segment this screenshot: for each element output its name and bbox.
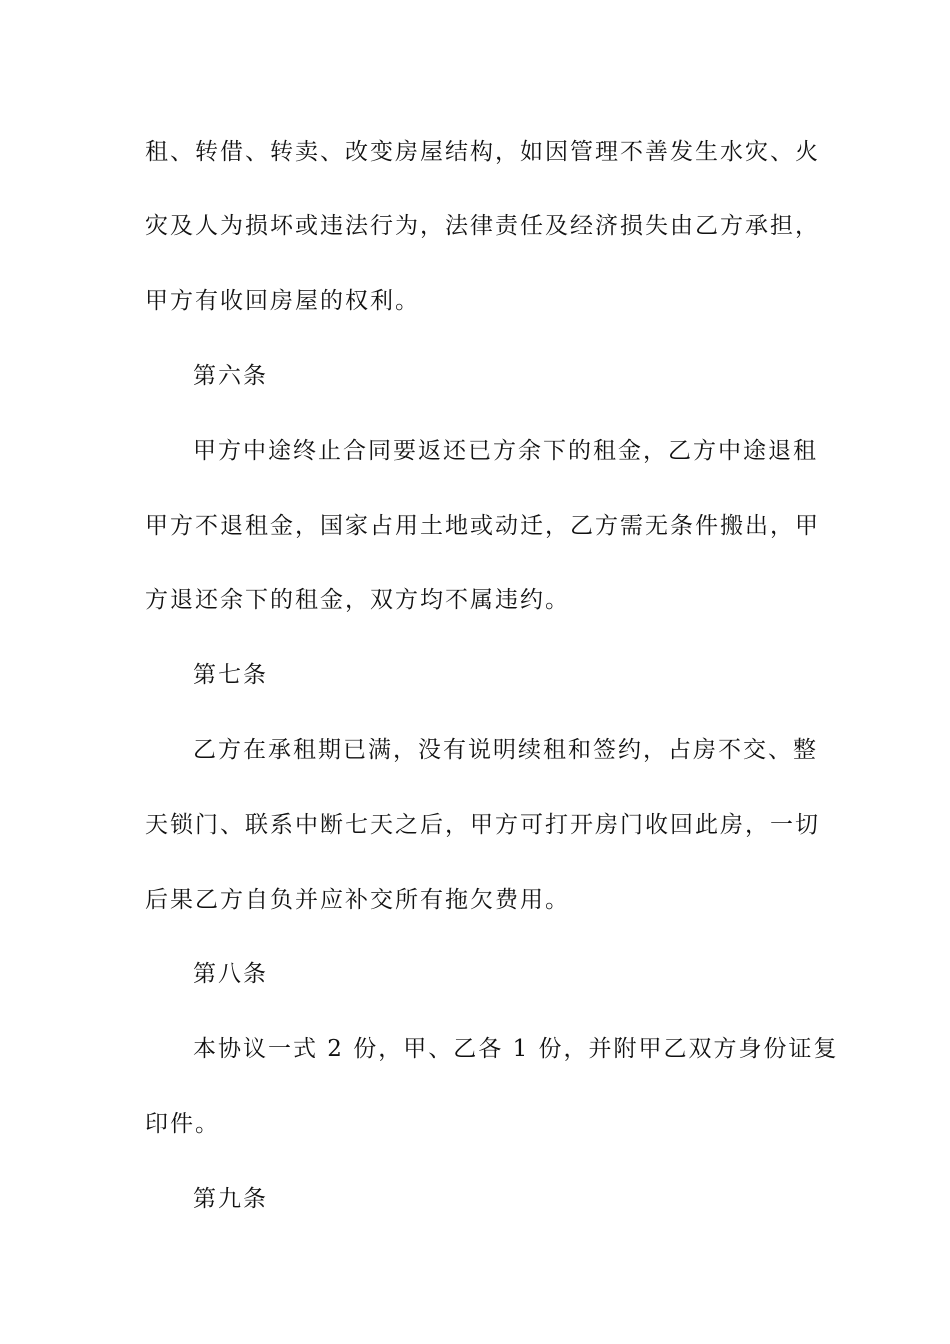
paragraph-line: 本协议一式 2 份，甲、乙各 1 份，并附甲乙双方身份证复	[193, 1036, 839, 1062]
paragraph-line: 印件。	[145, 1111, 220, 1137]
paragraph-line: 灾及人为损坏或违法行为，法律责任及经济损失由乙方承担，	[145, 213, 820, 239]
paragraph-line: 天锁门、联系中断七天之后，甲方可打开房门收回此房，一切	[145, 812, 820, 838]
article-heading-9: 第九条	[193, 1186, 268, 1212]
paragraph-line: 方退还余下的租金，双方均不属违约。	[145, 587, 570, 613]
paragraph-line: 甲方有收回房屋的权利。	[145, 288, 420, 314]
paragraph-line: 甲方不退租金，国家占用土地或动迁，乙方需无条件搬出，甲	[145, 513, 820, 539]
paragraph-line: 乙方在承租期已满，没有说明续租和签约，占房不交、整	[193, 737, 818, 763]
article-heading-6: 第六条	[193, 363, 268, 389]
article-heading-7: 第七条	[193, 662, 268, 688]
article-heading-8: 第八条	[193, 961, 268, 987]
paragraph-line: 租、转借、转卖、改变房屋结构，如因管理不善发生水灾、火	[145, 139, 820, 165]
paragraph-line: 甲方中途终止合同要返还已方余下的租金，乙方中途退租	[193, 438, 818, 464]
paragraph-line: 后果乙方自负并应补交所有拖欠费用。	[145, 887, 570, 913]
